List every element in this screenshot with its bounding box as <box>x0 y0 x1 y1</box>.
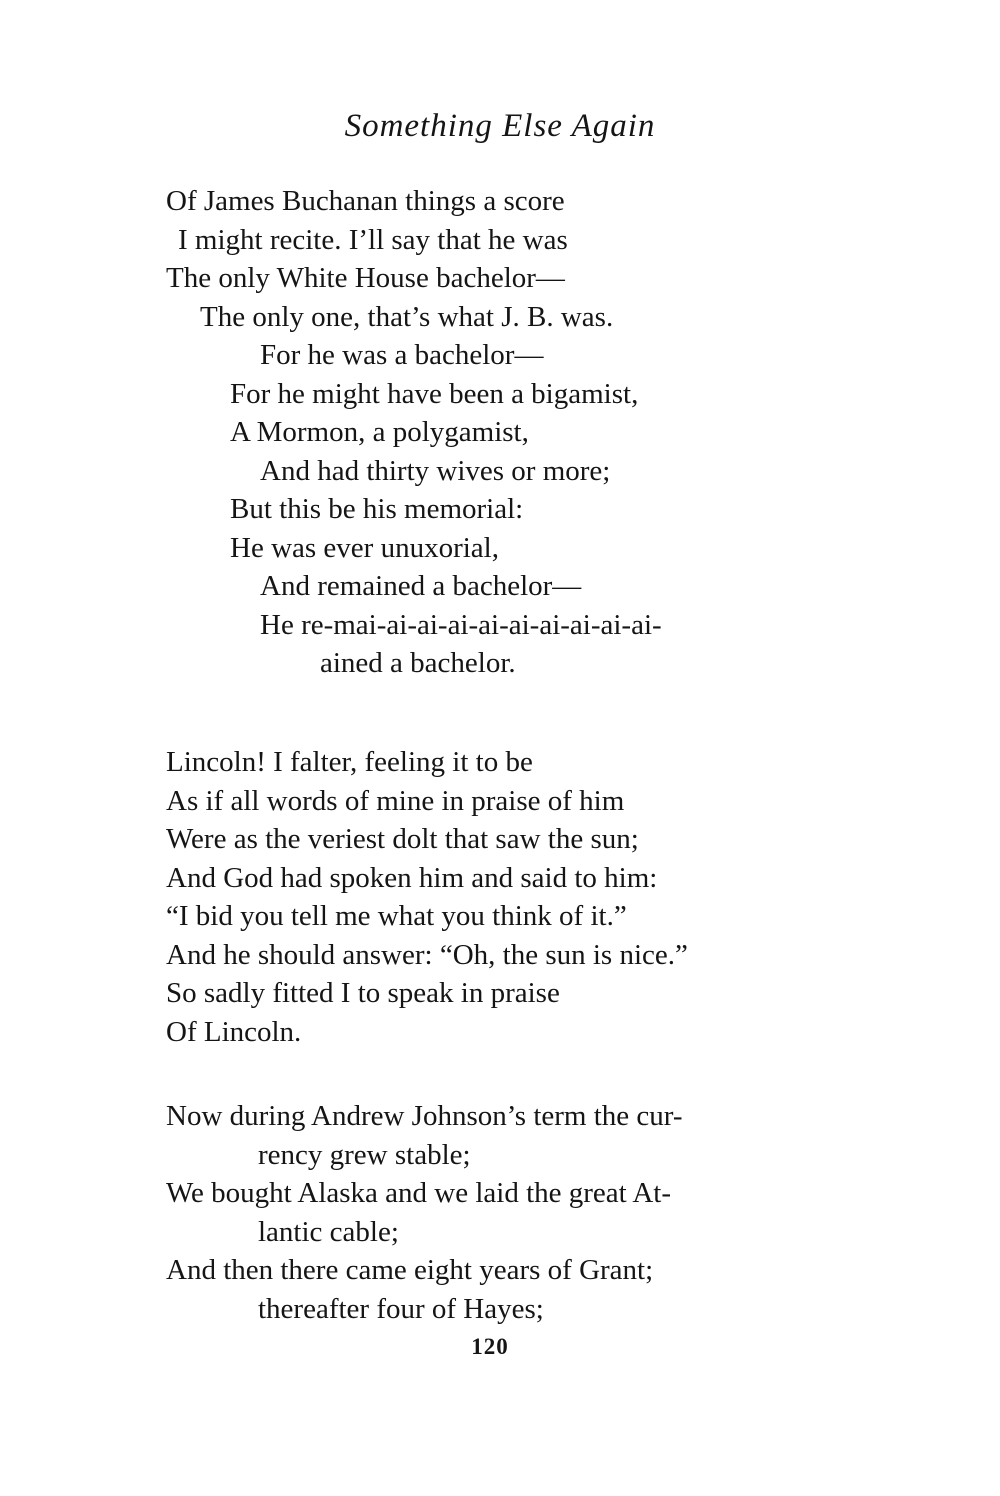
stanza-lincoln <box>166 743 688 1051</box>
verse-line: And then there came eight years of Grant; <box>166 1254 654 1286</box>
verse-line: The only one, that’s what J. B. was. <box>200 300 614 333</box>
verse-line: And had thirty wives or more; <box>260 454 611 487</box>
verse-line: The only White House bachelor— <box>166 262 565 294</box>
verse-line: Lincoln! I falter, feeling it to be <box>166 746 533 778</box>
verse-line: And remained a bachelor— <box>260 570 582 602</box>
verse-line: He re-mai-ai-ai-ai-ai-ai-ai-ai-ai-ai- <box>260 608 662 641</box>
verse-line: For he was a bachelor— <box>260 339 544 371</box>
verse-line: But this be his memorial: <box>230 493 524 525</box>
verse-line: rency grew stable; <box>258 1138 471 1171</box>
page-number: 120 <box>471 1334 509 1359</box>
verse-line: thereafter four of Hayes; <box>258 1292 544 1325</box>
verse-line: Were as the veriest dolt that saw the sun; <box>166 823 639 855</box>
verse-line: lantic cable; <box>258 1215 399 1248</box>
running-head: Something Else Again <box>344 108 656 144</box>
verse-line: Now during Andrew Johnson’s term the cur- <box>166 1100 683 1132</box>
verse-line: Of James Buchanan things a score <box>166 185 565 217</box>
verse-line: And God had spoken him and said to him: <box>166 861 658 894</box>
verse-line: So sadly fitted I to speak in praise <box>166 977 560 1009</box>
stanza-johnson <box>166 1097 683 1328</box>
stanza-buchanan <box>166 182 662 683</box>
verse-line: A Mormon, a polygamist, <box>230 416 529 448</box>
verse-line: For he might have been a bigamist, <box>230 377 639 410</box>
verse-line: And he should answer: “Oh, the sun is nice.” <box>166 938 688 971</box>
verse-line: I might recite. I’ll say that he was <box>178 223 568 256</box>
verse-line: We bought Alaska and we laid the great At- <box>166 1177 672 1209</box>
verse-line: He was ever unuxorial, <box>230 531 499 564</box>
verse-line: As if all words of mine in praise of him <box>166 784 625 817</box>
verse-line: “I bid you tell me what you think of it.” <box>166 900 627 932</box>
verse-line: ained a bachelor. <box>320 647 516 679</box>
verse-line: Of Lincoln. <box>166 1015 302 1048</box>
